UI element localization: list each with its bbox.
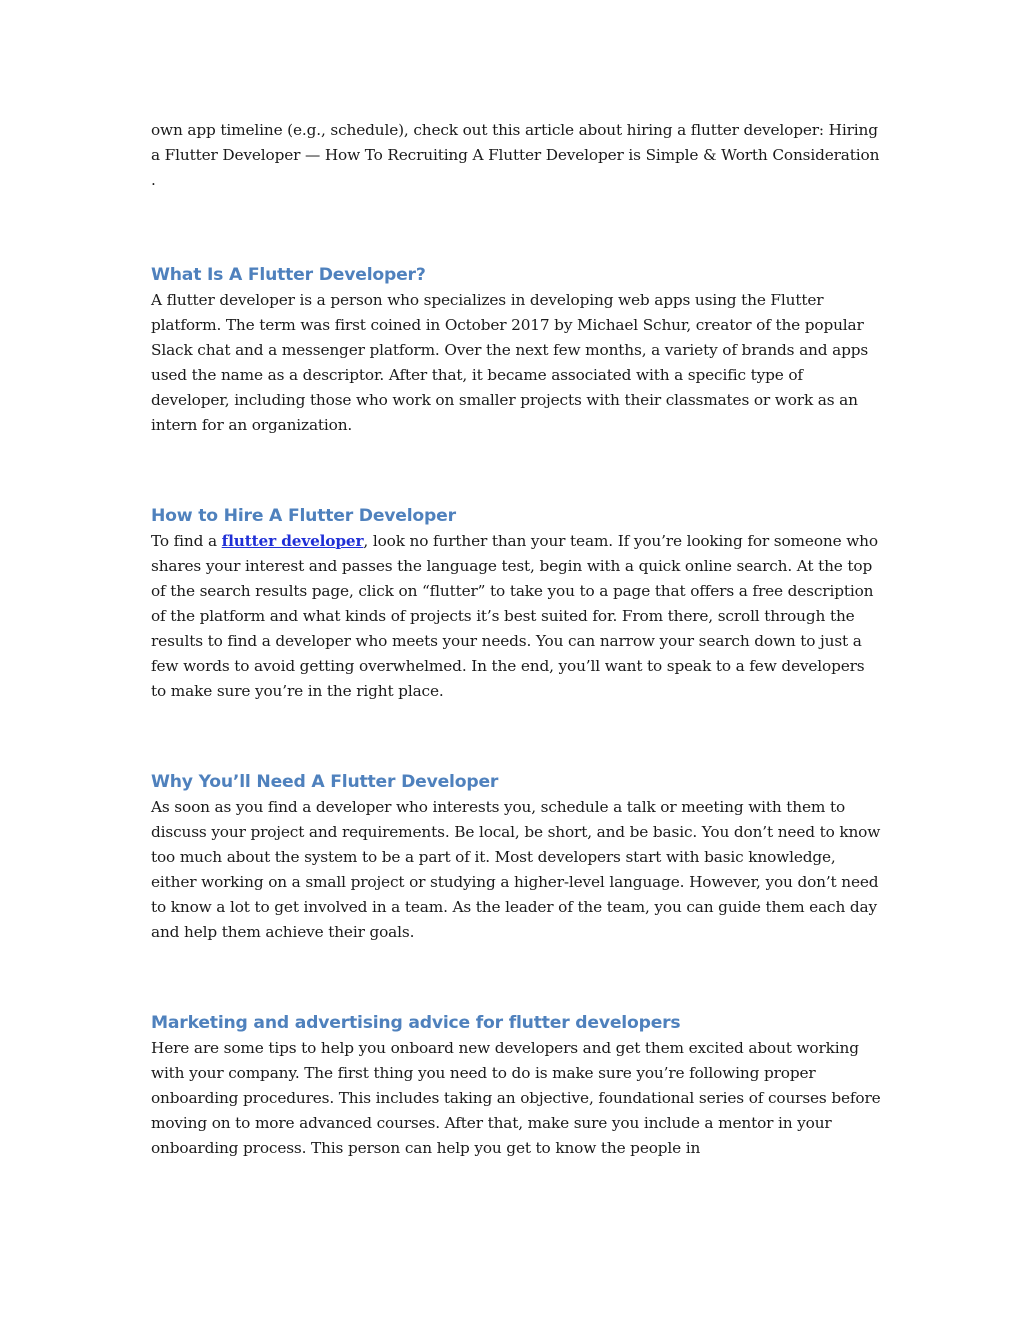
spacer (151, 704, 881, 770)
section-heading-how-to-hire: How to Hire A Flutter Developer (151, 506, 456, 526)
spacer (151, 438, 881, 504)
section-body-what-is: A flutter developer is a person who specializes in developing web apps using the Flutter platform. The term was first coined in October 2017 by Michael Schur, creator of the popular Slack chat and a messenger platform. Over the next few months, a variety of brands and apps used the name as a descriptor. After that, it became associated with a specific type of developer, including those who work on smaller projects with their classmates or work as an intern for an organization. (151, 291, 869, 434)
flutter-developer-link[interactable]: flutter developer (221, 532, 364, 550)
section-heading-marketing: Marketing and advertising advice for flutter developers (151, 1013, 681, 1033)
intro-paragraph: own app timeline (e.g., schedule), check out this article about hiring a flutter developer: Hiring a Flutter Developer — How To Recruiting A Flutter Developer is Simple & Worth Consideration . (151, 121, 880, 189)
section-heading-why-need: Why You’ll Need A Flutter Developer (151, 772, 499, 792)
section-body-how-to-hire (151, 529, 881, 704)
spacer (151, 945, 881, 1011)
document-content (151, 118, 881, 1161)
section-body-marketing: Here are some tips to help you onboard new developers and get them excited about working with your company. The first thing you need to do is make sure you’re following proper onboarding procedures. This includes taking an objective, foundational series of courses before moving on to more advanced courses. After that, make sure you include a mentor in your onboarding process. This person can help you get to know the people in (151, 1039, 881, 1157)
section-body-why-need: As soon as you find a developer who interests you, schedule a talk or meeting with them to discuss your project and requirements. Be local, be short, and be basic. You don’t need to know too much about the system to be a part of it. Most developers start with basic knowledge, either working on a small project or studying a higher-level language. However, you don’t need to know a lot to get involved in a team. As the leader of the team, you can guide them each day and help them achieve their goals. (151, 798, 881, 941)
spacer (151, 193, 881, 263)
section-heading-what-is: What Is A Flutter Developer? (151, 265, 426, 285)
body-text-suffix: , look no further than your team. If you’re looking for someone who shares your interest and passes the language test, begin with a quick online search. At the top of the search results page, click on “flutter” to take you to a page that offers a free description of the platform and what kinds of projects it’s best suited for. From there, scroll through the results to find a developer who meets your needs. You can narrow your search down to just a few words to avoid getting overwhelmed. In the end, you’ll want to speak to a few developers to make sure you’re in the right place. (151, 532, 878, 700)
body-text-prefix: To find a (151, 532, 222, 550)
